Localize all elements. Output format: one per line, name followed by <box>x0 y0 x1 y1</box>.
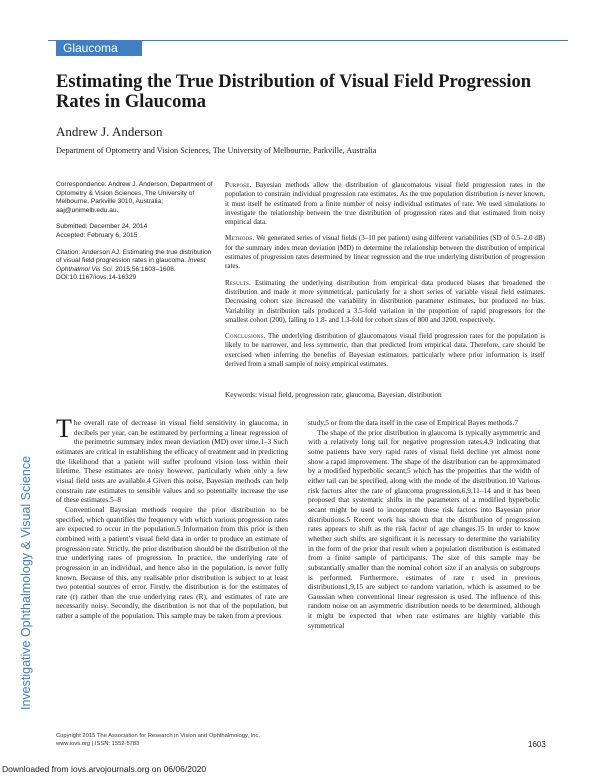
body-column-right <box>308 418 540 630</box>
results-heading: Results. <box>225 278 251 287</box>
body-paragraph: The shape of the prior distribution in glaucoma is typically asymmetric and with a relatively long tail for negative progression rates,4,9 indicating that some patients have very rapid rates of visual field decline yet almost none show a rapid improvement. The shape of the distribution can be approximated by a modified hyperbolic secant,5 which has the properties that the width of either tail can be specified, along with the mode of the distribution.10 Various risk factors alter the rate of glaucoma progression,6,9,11–14 and it has been proposed that systematic shifts in the parameters of a modified hyperbolic secant might be used to incorporate these risk factors into Bayesian prior distributions.5 Recent work has shown that the distribution of progression rates appears to shift as the risk factor of age changes.15 In order to know whether such shifts are significant it is necessary to determine the variability in the form of the prior that result when a population distribution is estimated from a finite sample of participants. The size of this sample may be substantially smaller than the nominal cohort size if an analysis on subgroups is performed. Furthermore, estimates of rate r used in previous distributions1,9,15 are subject to random variation, which is assumed to be Gaussian when conventional linear regression is used. The influence of this random noise on an asymmetric distribution needs to be determined, although it might be expected that when rate estimates are highly variable this symmetrical <box>308 427 540 630</box>
article-info-sidebar <box>56 181 214 291</box>
issn: www.iovs.org | ISSN: 1552-5783 <box>56 740 140 747</box>
correspondence: Correspondence: Andrew J. Anderson, Department of Optometry & Vision Sciences, The University of Melbourne, Parkville 3010, Australia; aaj@unimelb.edu.au. <box>56 181 213 214</box>
page-number: 1603 <box>528 740 546 749</box>
purpose-text: Bayesian methods allow the distribution of glaucomatous visual field progression rates in the population to constrain individual progression rate estimates. As the true population distribution is never known, it must itself be estimated from a finite number of noisy individual estimates of rate. We used simulations to investigate the relationship between the true distribution of progression rates and that estimated from noisy empirical data. <box>225 181 545 227</box>
article-title: Estimating the True Distribution of Visual Field Progression Rates in Glaucoma <box>56 72 532 112</box>
citation <box>56 249 214 283</box>
abstract-methods <box>225 234 545 271</box>
abstract <box>225 181 545 376</box>
conclusions-text: The underlying distribution of glaucomatous visual field progression rates for the population is likely to be narrower, and less symmetric, than that predicted from empirical data. Therefore, care should be exercised when inferring the benefits of Bayesian estimators, particularly where prior information is itself derived from a small sample of noisy empirical estimates. <box>225 332 546 369</box>
drop-cap: T <box>56 414 72 443</box>
journal-side-title: Investigative Ophthalmology & Visual Science <box>19 455 33 710</box>
download-note: Downloaded from iovs.arvojournals.org on 06/06/2020 <box>2 764 207 774</box>
keywords: Keywords: visual field, progression rate, glaucoma, Bayesian, distribution <box>225 390 442 399</box>
author-name: Andrew J. Anderson <box>56 124 163 139</box>
conclusions-heading: Conclusions. <box>225 332 266 341</box>
results-text: Estimating the underlying distribution from empirical data produced biases that broadened the distribution and made it more symmetrical, particularly for a short series of variable visual field estimates. Decreasing cohort size increased the variability in distribution parameter estimates, but produced no bias. Variability in distribution tails produced a 3.5-fold variation in the proportion of rapid progressors for the smallest cohort (200), falling to 1.8- and 1.3-fold for cohort sizes of 800 and 3200, respectively. <box>225 278 546 324</box>
body-column-left <box>56 414 288 621</box>
abstract-results <box>225 279 545 325</box>
copyright: Copyright 2015 The Association for Research in Vision and Ophthalmology, Inc. <box>56 733 260 739</box>
footer <box>56 733 260 748</box>
affiliation: Department of Optometry and Vision Sciences, The University of Melbourne, Parkville, Australia <box>56 146 377 155</box>
body-paragraph <box>56 414 288 505</box>
citation-journal: Invest Ophthalmol Vis Sci. <box>56 257 206 273</box>
body-text: he overall rate of decrease in visual field sensitivity in glaucoma, in decibels per year, can be estimated by performing a linear regression of the perimetric summary index mean deviation (MD) over time.1–3 Such estimates are critical in establishing the efficacy of treatment and in predicting the likelihood that a patient will suffer profound vision loss within their lifetime. These estimates are noisy however, particularly when only a few visual field tests are available.4 Given this noise, Bayesian methods can help constrain rate estimates to sensible values and so potentially increase the use of these estimates.5–8 <box>56 418 288 505</box>
dates <box>56 223 214 240</box>
methods-heading: Methods. <box>225 234 255 243</box>
methods-text: We generated series of visual fields (3–10 per patient) using different variabilities (SD of 0.5–2.0 dB) for the summary index mean deviation (MD) to determine the relationship between the distribution of empirical estimates of progression rates determined by linear regression and the true underlying distribution of progression rates. <box>225 234 545 271</box>
body-paragraph: study,5 or from the data itself in the case of Empirical Bayes methods.7 <box>308 418 518 427</box>
accepted-date: Accepted: February 6, 2015 <box>56 231 138 239</box>
purpose-heading: Purpose. <box>225 181 252 189</box>
abstract-purpose <box>225 181 545 227</box>
section-tag: Glaucoma <box>56 40 142 56</box>
abstract-conclusions <box>225 332 545 369</box>
body-paragraph: Conventional Bayesian methods require the prior distribution to be specified, which quantifies the frequency with which various progression rates are expected to occur in the population.5 Information from this prior is then combined with a patient’s visual field data in order to produce an estimate of progression rate. Strictly, the prior distribution should be the distribution of the true underlying rates of progression. In practice, the underlying rate of progression in an individual, and hence also in the population, is never fully known. Because of this, any realisable prior distribution is subject to at least two potential sources of error. Firstly, the distribution is for the estimates of rate (r) rather than the true underlying rates (R), and estimates of rate are necessarily noisy. Secondly, the distribution is not that of the population, but rather a sample of the population. This sample may be taken from a previous <box>56 504 288 621</box>
submitted-date: Submitted: December 24, 2014 <box>56 223 148 231</box>
citation-suffix: 2015;56:1603–1608. DOI:10.1167/iovs.14-16329 <box>56 265 176 282</box>
citation-prefix: Citation: Anderson AJ. Estimating the true distribution of visual field progression rates in glaucoma. <box>56 248 212 265</box>
